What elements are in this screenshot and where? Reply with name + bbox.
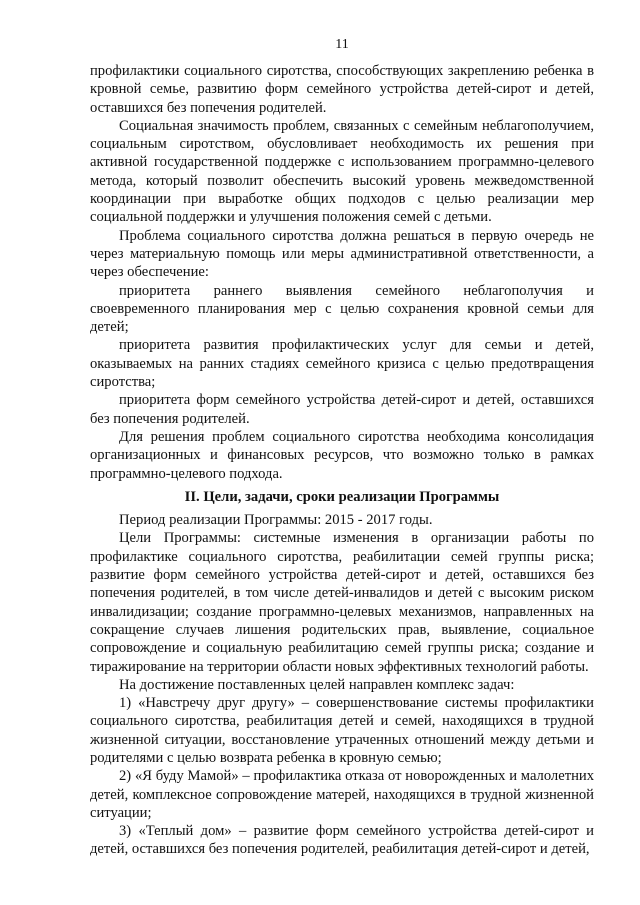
paragraph-orphanhood-problem: Проблема социального сиротства должна решаться в первую очередь не через материальную помощь или меры административной ответственности, а через обеспечение: [90, 227, 594, 281]
paragraph-tasks-intro: На достижение поставленных целей направлен комплекс задач: [119, 676, 515, 693]
paragraph-resource-consolidation: Для решения проблем социального сиротства необходима консолидация организационных и финансовых ресурсов, что возможно только в рамках программно-целевого подхода. [90, 428, 594, 482]
list-item-task-1: 1) «Навстречу друг другу» – совершенствование системы профилактики социального сиротства, реабилитация детей и семей, находящихся в трудной жизненной ситуации, восстановление утраченных отношений между детьми и родителями с целью возврата ребенка в кровную семью; [90, 695, 594, 766]
paragraph-program-goals: Цели Программы: системные изменения в организации работы по профилактике социального сиротства, реабилитации семей группы риска; развитие форм семейного устройства детей-сирот и детей, оставшихся без попечения родителей, в том числе детей-инвалидов и детей с высоким риском инвалидизации; создание программно-целевых механизмов, направленных на сокращение случаев лишения родительских прав, выявление, социальное сопровождение и социальную реабилитацию семей группы риска; создание и тиражирование на территории области новых эффективных технологий работы. [90, 530, 594, 675]
paragraph-priority-family-placement: приоритета форм семейного устройства детей-сирот и детей, оставшихся без попечения родителей. [90, 392, 594, 427]
list-item-task-2: 2) «Я буду Мамой» – профилактика отказа от новорожденных и малолетних детей, комплексное сопровождение матерей, находящихся в трудной жизненной ситуации; [90, 768, 594, 821]
paragraph-implementation-period: Период реализации Программы: 2015 - 2017 годы. [119, 512, 433, 529]
paragraph-priority-preventive-services: приоритета развития профилактических услуг для семьи и детей, оказываемых на ранних стадиях семейного кризиса с целью предотвращения сиротства; [90, 337, 594, 391]
section-heading: II. Цели, задачи, сроки реализации Программы [184, 488, 500, 505]
paragraph-social-significance: Социальная значимость проблем, связанных с семейным неблагополучием, социальным сиротством, обусловливает необходимость их решения при активной государственной поддержке с использованием программно-целевого метода, который позволит обеспечить высокий уровень межведомственной координации при выработке общих подходов с целью реализации мер социальной поддержки и улучшения положения семей с детьми. [90, 117, 594, 226]
paragraph-priority-early-detection: приоритета раннего выявления семейного неблагополучия и своевременного планирования мер с целью сохранения кровной семьи для детей; [90, 282, 594, 336]
list-item-task-3: 3) «Теплый дом» – развитие форм семейного устройства детей-сирот и детей, оставшихся без попечения родителей, реабилитация детей-сирот и детей, [90, 823, 594, 858]
paragraph-continuation: профилактики социального сиротства, способствующих закреплению ребенка в кровной семье, развитию форм семейного устройства детей-сирот и детей, оставшихся без попечения родителей. [90, 63, 594, 116]
page-number: 11 [335, 37, 349, 52]
